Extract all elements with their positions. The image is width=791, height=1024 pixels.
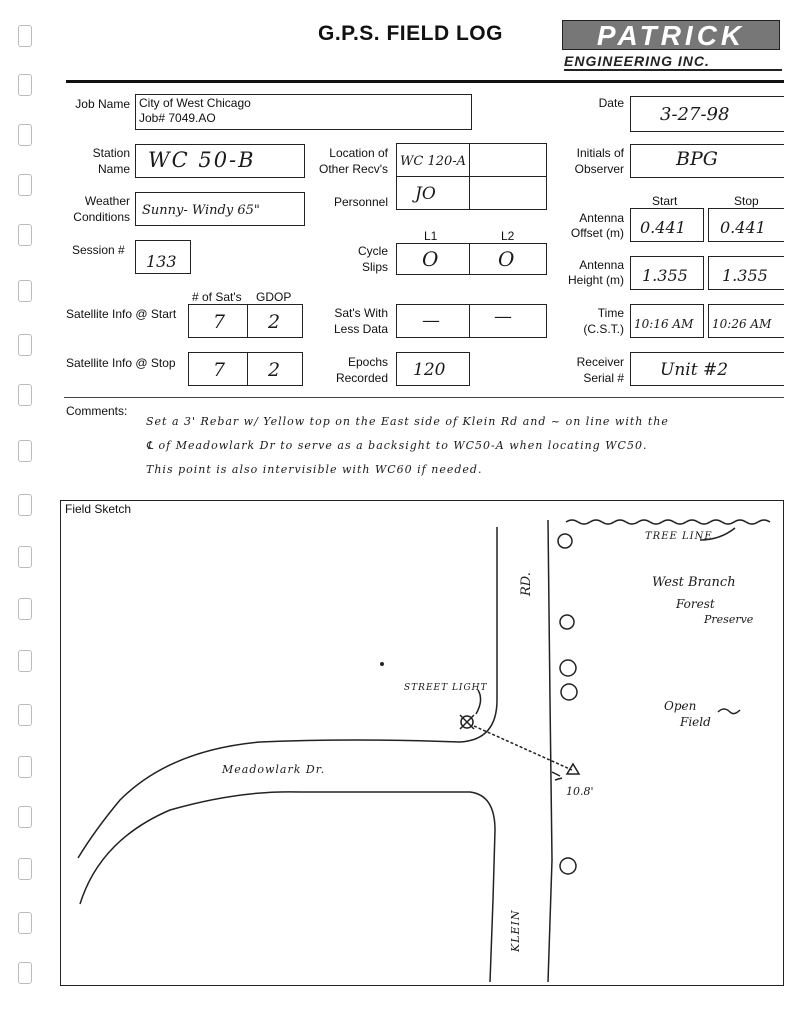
antenna-offset-start-value: 0.441 <box>640 218 686 237</box>
comment-line: Set a 3' Rebar w/ Yellow top on the East side of Klein Rd and ~ on line with the <box>146 415 669 428</box>
tree-line <box>566 520 770 524</box>
receiver-value: Unit #2 <box>660 360 729 380</box>
west-branch-label-2: Forest <box>676 597 715 611</box>
antenna-height-label-2: Height (m) <box>567 273 624 287</box>
antenna-height-label-1: Antenna <box>579 258 624 272</box>
other-recv-value: WC 120-A <box>400 154 467 169</box>
cycle-slips-label-2: Slips <box>361 260 388 274</box>
antenna-offset-stop-value: 0.441 <box>720 218 766 237</box>
comment-line: ℄ of Meadowlark Dr to serve as a backsight to WC50-A when locating WC50. <box>146 439 648 452</box>
survey-dot <box>381 663 383 665</box>
time-stop-value: 10:26 AM <box>712 317 772 331</box>
klein-label: KLEIN <box>509 909 522 952</box>
antenna-height-stop-value: 1.355 <box>722 266 768 285</box>
meadowlark-north-edge <box>78 740 460 858</box>
distance-label: 10.8' <box>566 785 594 798</box>
less-data-l1-value: — <box>422 310 440 331</box>
sat-info-start-label: Satellite Info @ Start <box>66 307 177 321</box>
receiver-label-1: Receiver <box>576 355 624 369</box>
street-light-label: STREET LIGHT <box>404 683 488 693</box>
shrub-icon <box>558 534 572 548</box>
num-sats-col-header: # of Sat's <box>192 290 242 304</box>
open-field-label-1: Open <box>664 699 697 713</box>
street-light-icon <box>460 715 474 729</box>
sats-less-label-1: Sat's With <box>334 306 388 320</box>
gdop-col-header: GDOP <box>256 290 292 304</box>
initials-label-2: Observer <box>574 162 624 176</box>
shrub-icon <box>560 660 576 676</box>
session-value: 133 <box>146 252 177 271</box>
station-marker-icon <box>567 764 579 774</box>
cycle-slips-l2-value: O <box>498 247 515 271</box>
meadowlark-label: Meadowlark Dr. <box>222 763 326 776</box>
rd-label: RD. <box>519 572 534 596</box>
location-other-label-1: Location of <box>329 146 388 160</box>
station-leader <box>552 772 562 780</box>
sat-start-gdop-value: 2 <box>268 311 281 333</box>
start-col-header: Start <box>652 194 678 208</box>
cycle-slips-label-1: Cycle <box>357 244 388 258</box>
open-field-label-2: Field <box>680 715 711 729</box>
west-branch-label-3: Preserve <box>704 613 754 626</box>
sat-stop-gdop-value: 2 <box>268 359 281 381</box>
station-name-label-1: Station <box>92 146 130 160</box>
l1-col-header: L1 <box>424 229 438 243</box>
shrub-icon <box>561 684 577 700</box>
weather-label-1: Weather <box>84 194 130 208</box>
open-field-arrow <box>718 709 740 714</box>
date-label: Date <box>598 96 624 110</box>
antenna-offset-label-2: Offset (m) <box>570 226 624 240</box>
less-data-l2-value: — <box>494 306 512 327</box>
page-title: G.P.S. FIELD LOG <box>318 22 503 45</box>
sat-start-num-value: 7 <box>213 311 226 333</box>
sat-stop-num-value: 7 <box>213 359 226 381</box>
epochs-label-1: Epochs <box>347 355 388 369</box>
shrub-icon <box>560 858 576 874</box>
logo-wordmark: PATRICK <box>562 20 780 50</box>
initials-value: BPG <box>676 148 718 170</box>
session-label: Session # <box>72 243 125 257</box>
field-sketch-label: Field Sketch <box>65 502 132 516</box>
receiver-label-2: Serial # <box>583 371 624 385</box>
street-light-leader <box>476 690 481 714</box>
tree-line-label: TREE LINE <box>645 531 713 542</box>
personnel-value: JO <box>415 184 436 204</box>
time-label-2: (C.S.T.) <box>583 322 624 336</box>
klein-rd-east-edge <box>548 520 552 982</box>
shrub-icon <box>560 615 574 629</box>
sat-info-stop-label: Satellite Info @ Stop <box>66 356 176 370</box>
comment-line: This point is also intervisible with WC60 if needed. <box>146 463 483 476</box>
weather-label-2: Conditions <box>73 210 130 224</box>
job-name-line2: Job# 7049.AO <box>139 111 216 125</box>
epochs-value: 120 <box>413 360 446 380</box>
job-name-line1: City of West Chicago <box>139 96 251 110</box>
date-value: 3-27-98 <box>660 104 730 125</box>
l2-col-header: L2 <box>501 229 515 243</box>
logo-subtitle: ENGINEERING INC. <box>564 53 782 71</box>
job-name-label: Job Name <box>75 97 130 111</box>
station-name-label-2: Name <box>97 162 130 176</box>
stop-col-header: Stop <box>734 194 759 208</box>
cycle-slips-l1-value: O <box>422 247 439 271</box>
time-label-1: Time <box>597 306 624 320</box>
west-branch-label-1: West Branch <box>652 575 736 590</box>
sats-less-label-2: Less Data <box>333 322 388 336</box>
location-other-label-2: Other Recv's <box>319 162 388 176</box>
epochs-label-2: Recorded <box>335 371 388 385</box>
personnel-label: Personnel <box>333 195 388 209</box>
station-name-value: WC 50-B <box>148 148 256 172</box>
antenna-offset-label-1: Antenna <box>579 211 624 225</box>
distance-line <box>474 726 572 770</box>
initials-label-1: Initials of <box>576 146 624 160</box>
time-start-value: 10:16 AM <box>634 317 694 331</box>
antenna-height-start-value: 1.355 <box>642 266 688 285</box>
meadowlark-south-edge <box>80 792 495 982</box>
weather-value: Sunny- Windy 65" <box>142 203 260 218</box>
comments-label: Comments: <box>66 404 128 418</box>
